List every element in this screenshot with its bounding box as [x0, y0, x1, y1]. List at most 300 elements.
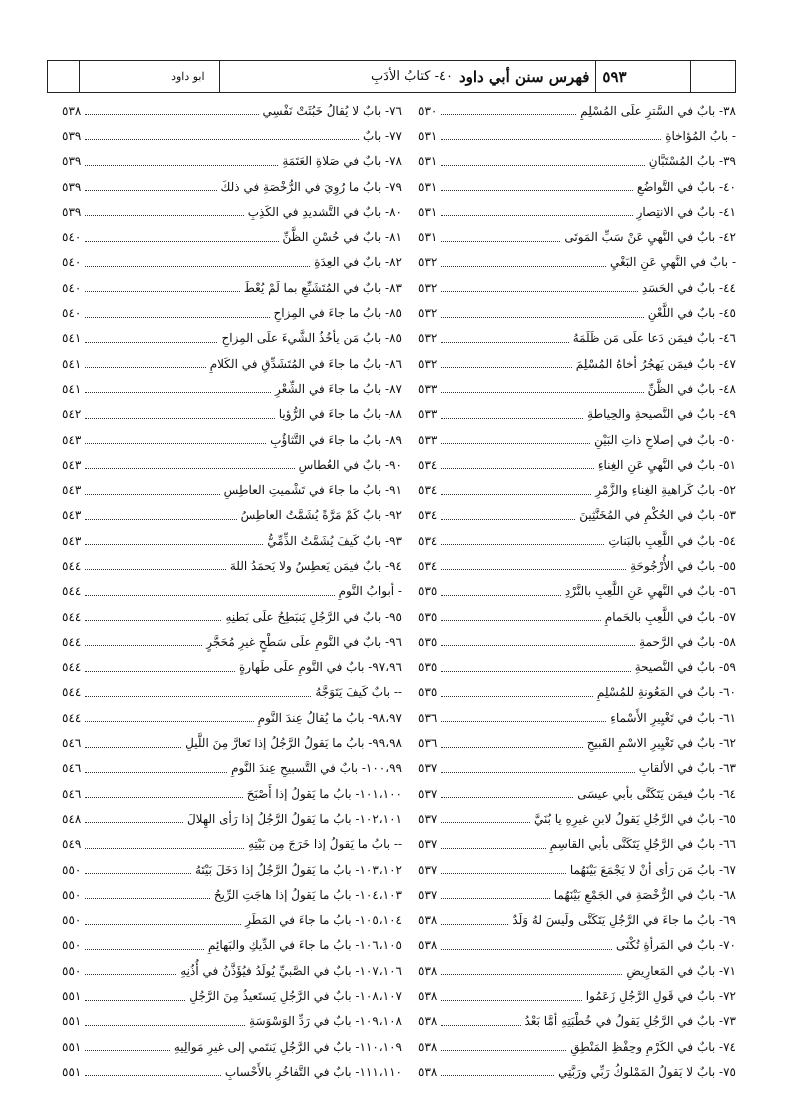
index-entry [418, 553, 736, 578]
leader-dots [85, 721, 253, 722]
leader-dots [85, 418, 274, 419]
index-entry [418, 123, 736, 148]
leader-dots [441, 772, 634, 773]
entry-title: ٨٩- بابُ ما جاءَ في التَّثاؤُبِ [270, 432, 402, 447]
entry-title: ٦٠- بابٌ في المَعُونةِ للمُسْلِمِ [596, 685, 736, 700]
leader-dots [85, 1025, 245, 1026]
index-entry [418, 477, 736, 502]
entry-page-number: ٥٥٠ [62, 938, 82, 953]
index-entry [418, 1009, 736, 1034]
leader-dots [85, 848, 244, 849]
entry-page-number: ٥٥٠ [62, 887, 82, 902]
entry-title: ١٠٨،١٠٧- بابٌ في الرَّجُلِ يَستَعيذُ مِنَ الرَّجُلِ [189, 989, 402, 1004]
entry-title: -- بابُ ما يَقولُ إذا خَرَجَ مِن بَيْتِهِ [248, 837, 402, 852]
entry-page-number: ٥٤٦ [62, 786, 82, 801]
entry-title: ٥٠- بابٌ في إصلاحِ ذاتِ البَيْنِ [594, 432, 736, 447]
entry-title: ٤٥- بابٌ في اللَّعْنِ [647, 306, 736, 321]
index-entry [418, 1059, 736, 1084]
entry-page-number: ٥٣٨ [418, 989, 438, 1004]
index-entry [62, 300, 402, 325]
entry-title: ١٠٢،١٠١- بابُ ما يَقولُ الرَّجُلُ إذا رَأى الهِلالَ [186, 811, 402, 826]
leader-dots [441, 974, 622, 975]
leader-dots [85, 317, 269, 318]
entry-page-number: ٥٤٤ [62, 634, 82, 649]
entry-page-number: ٥٣٣ [418, 381, 438, 396]
entry-page-number: ٥٤٤ [62, 609, 82, 624]
leader-dots [441, 190, 633, 191]
leader-dots [85, 468, 294, 469]
entry-page-number: ٥٤٦ [62, 761, 82, 776]
leader-dots [441, 696, 593, 697]
index-entry [62, 351, 402, 376]
entry-title: ٨٨- بابُ ما جاءَ في الرُّؤيا [278, 407, 402, 422]
leader-dots [85, 392, 271, 393]
index-entry [62, 983, 402, 1008]
entry-title: ٧٣- بابٌ في الرَّجُلِ يَقولُ في خُطْبَتِهِ أمَّا بَعْدُ [524, 1014, 736, 1029]
leader-dots [85, 772, 227, 773]
entry-title: ٨٠- بابٌ في التَّشديدِ في الكَذِبِ [247, 204, 402, 219]
index-entry [62, 553, 402, 578]
leader-dots [441, 797, 573, 798]
entry-page-number: ٥٤٩ [62, 837, 82, 852]
entry-page-number: ٥٣٤ [418, 483, 438, 498]
index-entry [418, 579, 736, 604]
leader-dots [441, 1050, 566, 1051]
entry-title: ١٠٦،١٠٥- بابُ ما جاءَ في الدِّيكِ والبَهائِمِ [208, 938, 402, 953]
entry-page-number: ٥٤٤ [62, 685, 82, 700]
entry-title: ١٠١،١٠٠- بابُ ما يَقولُ إذا أَصْبَحَ [246, 786, 402, 801]
index-entry [62, 98, 402, 123]
leader-dots [85, 519, 236, 520]
leader-dots [85, 443, 266, 444]
leader-dots [85, 873, 191, 874]
entry-title: ٥٦- بابٌ في النَّهيِ عَنِ اللَّعِبِ بالنَّرْدِ [564, 584, 736, 599]
leader-dots [85, 671, 235, 672]
entry-page-number: ٥٣٧ [418, 887, 438, 902]
index-entry [62, 680, 402, 705]
index-entry [418, 933, 736, 958]
index-entry [418, 528, 736, 553]
entry-page-number: ٥٤٠ [62, 230, 82, 245]
leader-dots [441, 569, 626, 570]
leader-dots [85, 924, 241, 925]
entry-page-number: ٥٣٦ [418, 710, 438, 725]
header-cell-empty-right [691, 61, 735, 92]
entry-page-number: ٥٣٨ [418, 1039, 438, 1054]
entry-page-number: ٥٣٨ [418, 1064, 438, 1079]
leader-dots [441, 266, 606, 267]
index-entry [418, 199, 736, 224]
leader-dots [441, 392, 643, 393]
leader-dots [441, 139, 661, 140]
entry-title: ٦٩- بابُ ما جاءَ في الرَّجُلِ يَتَكَنَّى ولَيسَ لهُ وَلَدٌ [512, 913, 736, 928]
index-entry [62, 477, 402, 502]
entry-page-number: ٥٣١ [418, 128, 438, 143]
entry-title: ١٠٤،١٠٣- بابُ ما يَقولُ إذا هاجَتِ الرِّيحُ [213, 887, 402, 902]
header-title-main: فهرس سنن أبي داود [458, 67, 590, 86]
entry-title: ٦٨- بابٌ في الرُّخْصَةِ في الجَمْعِ بَيْنَهُما [553, 887, 736, 902]
entry-title: ٨٥- بابُ ما جاءَ في المِزاحِ [273, 306, 402, 321]
entry-title: - أبوابُ النَّومِ [338, 584, 402, 599]
leader-dots [441, 418, 583, 419]
index-entry [62, 250, 402, 275]
entry-title: ٣٨- بابٌ في السَّترِ علَى المُسْلِمِ [580, 103, 736, 118]
header-title-sub: ٤٠- كتابُ الأدَبِ [370, 69, 453, 84]
index-entry [62, 629, 402, 654]
index-entry [62, 427, 402, 452]
entry-page-number: ٥٤٢ [62, 407, 82, 422]
entry-page-number: ٥٤٤ [62, 558, 82, 573]
entry-page-number: ٥٣٤ [418, 508, 438, 523]
index-entry [418, 503, 736, 528]
entry-title: ١١٠،١٠٩- بابٌ في الرَّجُلِ يَنتَمي إلى غيرِ مَوالِيهِ [173, 1039, 402, 1054]
leader-dots [85, 139, 359, 140]
entry-title: ٥٧- بابٌ في اللَّعِبِ بالحَمامِ [604, 609, 736, 624]
leader-dots [85, 898, 210, 899]
index-entry [62, 806, 402, 831]
leader-dots [441, 443, 590, 444]
index-entry [418, 832, 736, 857]
entry-title: ٩٧،٩٦- بابٌ في النَّومِ علَى طَهارةٍ [238, 660, 402, 675]
entry-title: ٧٨- بابٌ في صَلاةِ العَتَمَةِ [282, 154, 402, 169]
index-entry [418, 402, 736, 427]
entry-page-number: ٥٣٤ [418, 533, 438, 548]
entry-page-number: ٥٣٣ [418, 407, 438, 422]
entry-page-number: ٥٤٣ [62, 508, 82, 523]
index-entry [62, 275, 402, 300]
index-entry [418, 98, 736, 123]
index-entry [418, 680, 736, 705]
index-entry [418, 250, 736, 275]
index-entry [62, 655, 402, 680]
leader-dots [441, 1000, 581, 1001]
leader-dots [441, 620, 600, 621]
entry-title: ٧٠- بابٌ في المَرأةِ تُكْنَى [616, 938, 736, 953]
entry-page-number: ٥٣٦ [418, 736, 438, 751]
entry-title: ٨٣- بابٌ في المُتَشَبِّعِ بما لَمْ يُعْطَ [243, 280, 402, 295]
entry-page-number: ٥٣٥ [418, 634, 438, 649]
leader-dots [85, 190, 216, 191]
entry-title: ١٠٠،٩٩- بابٌ في التَّسبيحِ عِندَ النَّومِ [231, 761, 402, 776]
leader-dots [85, 215, 243, 216]
leader-dots [85, 1075, 220, 1076]
entry-title: -- بابٌ كَيفَ يَتَوَجَّهُ [315, 685, 402, 700]
index-entry [418, 958, 736, 983]
entry-title: ٧٦- بابٌ لا يُقالُ خَبُثَتْ نَفْسِي [262, 103, 402, 118]
entry-title: ٦١- بابٌ في تَغْيِيرِ الأَسْماءِ [610, 710, 736, 725]
entry-title: ٧٢- بابٌ في قَولِ الرَّجُلِ زَعَمُوا [585, 989, 736, 1004]
entry-page-number: ٥٤٨ [62, 811, 82, 826]
leader-dots [85, 1050, 170, 1051]
entry-page-number: ٥٥٠ [62, 913, 82, 928]
index-entry [418, 806, 736, 831]
entry-title: ٩٠- بابٌ في العُطاسِ [298, 457, 402, 472]
entry-page-number: ٥٣٥ [418, 609, 438, 624]
index-entry [418, 427, 736, 452]
entry-title: ٥٥- بابٌ في الأُرْجُوحَةِ [630, 558, 736, 573]
leader-dots [441, 848, 545, 849]
entry-title: ٣٩- بابُ المُسْتَبَّانِ [648, 154, 736, 169]
index-entry [418, 351, 736, 376]
entry-title: ٤٩- بابٌ في النَّصيحةِ والحِياطةِ [587, 407, 736, 422]
index-entry [62, 832, 402, 857]
entry-page-number: ٥٣٥ [418, 660, 438, 675]
index-entry [418, 149, 736, 174]
index-entry [418, 655, 736, 680]
leader-dots [441, 241, 560, 242]
entry-page-number: ٥٣٤ [418, 457, 438, 472]
entry-title: ٧٩- بابُ ما رُوِيَ في الرُّخْصَةِ في ذلكَ [220, 179, 402, 194]
index-entry [62, 452, 402, 477]
leader-dots [441, 114, 576, 115]
entry-page-number: ٥٣٧ [418, 761, 438, 776]
entry-title: ٩٨،٩٧- بابُ ما يُقالُ عِندَ النَّومِ [257, 710, 402, 725]
entry-page-number: ٥٤٤ [62, 584, 82, 599]
entry-page-number: ٥٤٣ [62, 533, 82, 548]
entry-page-number: ٥٣٥ [418, 685, 438, 700]
entry-title: ٤٤- بابٌ في الحَسَدِ [641, 280, 736, 295]
leader-dots [85, 696, 311, 697]
entry-title: ١٠٥،١٠٤- بابُ ما جاءَ في المَطَرِ [245, 913, 402, 928]
leader-dots [85, 266, 310, 267]
entry-page-number: ٥٣٧ [418, 786, 438, 801]
entry-page-number: ٥٣٤ [418, 558, 438, 573]
entry-title: ٨٦- بابُ ما جاءَ في المُتَشَدِّقِ في الكَلامِ [209, 356, 402, 371]
index-entry [418, 857, 736, 882]
index-entry [418, 604, 736, 629]
entry-title: ٨١- بابٌ في حُسْنِ الظَّنِّ [282, 230, 402, 245]
index-entry [418, 983, 736, 1008]
index-entry [62, 857, 402, 882]
leader-dots [441, 949, 612, 950]
leader-dots [85, 114, 258, 115]
leader-dots [441, 165, 644, 166]
index-entry [62, 376, 402, 401]
entry-title: ٤٨- بابٌ في الظَّنِّ [647, 381, 736, 396]
entry-title: ٥١- بابٌ في النَّهيِ عَنِ الغِناءِ [597, 457, 736, 472]
entry-title: ١٠٧،١٠٦- بابٌ في الصَّبيِّ يُولَدُ فيُؤَذَّنُ في أُذُنِهِ [180, 963, 402, 978]
entry-page-number: ٥٣٩ [62, 154, 82, 169]
entry-page-number: ٥٤٠ [62, 255, 82, 270]
entry-page-number: ٥٤٦ [62, 736, 82, 751]
entry-page-number: ٥٣٢ [418, 306, 438, 321]
entry-title: ٥٣- بابٌ في الحُكْمِ في المُخَنَّثِينَ [579, 508, 736, 523]
index-entry [418, 1034, 736, 1059]
entry-title: ٦٤- بابٌ فيمَن يَتَكَنَّى بأبي عيسَى [577, 786, 736, 801]
entry-title: ٥٢- بابُ كَراهيةِ الغِناءِ والزَّمْرِ [595, 483, 736, 498]
entry-title: ٦٧- بابُ مَن رَأى أنْ لا يَجْمَعَ بَيْنَهُما [569, 862, 736, 877]
leader-dots [441, 1075, 554, 1076]
entry-title: ٨٢- بابٌ في العِدَةِ [314, 255, 402, 270]
entry-page-number: ٥٣١ [418, 154, 438, 169]
index-entry [62, 908, 402, 933]
leader-dots [441, 924, 508, 925]
entry-title: ٥٤- بابٌ في اللَّعِبِ بالبَناتِ [608, 533, 736, 548]
leader-dots [441, 342, 568, 343]
entry-title: ٤٢- بابٌ في النَّهيِ عَنْ سَبِّ المَوتَى [564, 230, 736, 245]
leader-dots [85, 165, 278, 166]
leader-dots [441, 822, 530, 823]
index-entry [418, 376, 736, 401]
entry-page-number: ٥٣٧ [418, 811, 438, 826]
leader-dots [441, 595, 561, 596]
entry-title: ٦٦- بابٌ في الرَّجُلِ يَتَكَنَّى بأبي القاسِمِ [549, 837, 736, 852]
leader-dots [441, 544, 604, 545]
entry-title: ٧٤- بابٌ في الكَرْمِ وحِفْظِ المَنْطِقِ [570, 1039, 736, 1054]
entry-title: ١٠٩،١٠٨- بابٌ في رَدِّ الوَسْوَسَةِ [249, 1014, 402, 1029]
entry-title: ٨٧- بابُ ما جاءَ في الشِّعْرِ [275, 381, 402, 396]
leader-dots [85, 1000, 185, 1001]
header-cell-empty-left [48, 61, 80, 92]
entry-page-number: ٥٤٤ [62, 660, 82, 675]
index-entry [418, 452, 736, 477]
entry-page-number: ٥٤٣ [62, 483, 82, 498]
leader-dots [441, 519, 575, 520]
entry-title: ٩٩،٩٨- بابُ ما يَقولُ الرَّجُلُ إذا تَعارَّ مِنَ اللَّيلِ [185, 736, 402, 751]
leader-dots [441, 747, 582, 748]
index-entry [62, 781, 402, 806]
entry-page-number: ٥٣٢ [418, 356, 438, 371]
entry-title: ٦٥- بابٌ في الرَّجُلِ يَقولُ لابنِ غيرِهِ يا بُنَيَّ [533, 811, 736, 826]
entry-page-number: ٥٣٢ [418, 255, 438, 270]
leader-dots [85, 747, 181, 748]
index-entry [418, 300, 736, 325]
index-entry [62, 882, 402, 907]
entry-page-number: ٥٣٥ [418, 584, 438, 599]
leader-dots [441, 291, 637, 292]
index-entry [62, 123, 402, 148]
index-column-left [62, 98, 402, 1078]
index-entry [62, 958, 402, 983]
entry-page-number: ٥٣١ [418, 179, 438, 194]
index-entry [62, 756, 402, 781]
entry-page-number: ٥٤٤ [62, 710, 82, 725]
index-entry [62, 528, 402, 553]
index-entry [62, 604, 402, 629]
index-entry [62, 149, 402, 174]
entry-page-number: ٥٣٩ [62, 179, 82, 194]
entry-title: ١٠٣،١٠٢- بابُ ما يَقولُ الرَّجُلُ إذا دَخَلَ بَيْتَهُ [194, 862, 402, 877]
entry-page-number: ٥٣٨ [418, 963, 438, 978]
entry-title: ٩٦- بابٌ في النَّومِ علَى سَطْحٍ غيرِ مُحَجَّرٍ [206, 634, 402, 649]
entry-title: ٧٧- بابٌ [362, 128, 402, 143]
entry-title: ٤١- بابٌ في الانتِصارِ [636, 204, 736, 219]
index-entry [62, 730, 402, 755]
entry-title: ٤٦- بابٌ فيمَن دَعا علَى مَن ظَلَمَهُ [572, 331, 736, 346]
leader-dots [85, 595, 334, 596]
entry-page-number: ٥٣١ [418, 230, 438, 245]
leader-dots [441, 367, 571, 368]
entry-page-number: ٥٣٢ [418, 280, 438, 295]
header-book-label: ابو داود [80, 61, 220, 92]
entry-title: ٩٢- بابٌ كَمْ مَرَّةً يُشَمَّتُ العاطِسُ [240, 508, 402, 523]
entry-page-number: ٥٤١ [62, 381, 82, 396]
index-entry [418, 705, 736, 730]
leader-dots [441, 645, 635, 646]
index-entry [418, 326, 736, 351]
entry-title: ٤٠- بابٌ في التَّواضُعِ [636, 179, 736, 194]
leader-dots [85, 822, 183, 823]
entry-page-number: ٥٤١ [62, 356, 82, 371]
leader-dots [441, 873, 566, 874]
entry-page-number: ٥٤٣ [62, 457, 82, 472]
leader-dots [441, 898, 549, 899]
entry-title: ٦٢- بابٌ في تَغْيِيرِ الاسْمِ القَبيحِ [586, 736, 736, 751]
leader-dots [85, 620, 221, 621]
index-entry [418, 730, 736, 755]
leader-dots [85, 291, 239, 292]
index-entry [62, 174, 402, 199]
leader-dots [441, 494, 591, 495]
leader-dots [85, 241, 278, 242]
leader-dots [441, 215, 632, 216]
leader-dots [441, 1025, 520, 1026]
leader-dots [441, 468, 593, 469]
index-entry [418, 174, 736, 199]
index-entry [418, 882, 736, 907]
leader-dots [85, 797, 242, 798]
leader-dots [441, 671, 630, 672]
index-entry [418, 629, 736, 654]
entry-page-number: ٥٤١ [62, 331, 82, 346]
index-entry [62, 1034, 402, 1059]
entry-page-number: ٥٣٠ [418, 103, 438, 118]
leader-dots [85, 367, 205, 368]
entry-title: ٨٥- بابُ مَن يأخُذُ الشَّيءَ علَى المِزاحِ [221, 331, 402, 346]
entry-page-number: ٥٣٨ [62, 103, 82, 118]
index-entry [62, 402, 402, 427]
entry-title: ٧٥- بابٌ لا يَقولُ المَمْلوكُ رَبِّي ورَبَّتِي [558, 1064, 736, 1079]
leader-dots [85, 569, 225, 570]
index-entry [418, 224, 736, 249]
leader-dots [85, 342, 217, 343]
entry-page-number: ٥٣٩ [62, 128, 82, 143]
entry-page-number: ٥٣٨ [418, 1014, 438, 1029]
entry-page-number: ٥٣٧ [418, 862, 438, 877]
index-entry [62, 326, 402, 351]
index-entry [418, 275, 736, 300]
entry-page-number: ٥٣٧ [418, 837, 438, 852]
index-column-right [418, 98, 736, 1078]
entry-page-number: ٥٥١ [62, 1039, 82, 1054]
entry-title: ١١١،١١٠- بابٌ في التَّفاخُرِ بالأَحْسابِ [224, 1064, 402, 1079]
entry-page-number: ٥٣١ [418, 204, 438, 219]
entry-title: ٩٥- بابٌ في الرَّجُلِ يَنبَطِحُ علَى بَطنِهِ [225, 609, 402, 624]
entry-page-number: ٥٥١ [62, 989, 82, 1004]
index-entry [62, 705, 402, 730]
entry-page-number: ٥٣٣ [418, 432, 438, 447]
entry-title: ٦٣- بابٌ في الألقابِ [638, 761, 736, 776]
index-entry [62, 1009, 402, 1034]
index-entry [62, 933, 402, 958]
index-entry [62, 503, 402, 528]
entry-page-number: ٥٤٠ [62, 306, 82, 321]
leader-dots [85, 544, 263, 545]
header-title [220, 61, 597, 92]
leader-dots [85, 494, 219, 495]
index-entry [418, 908, 736, 933]
index-entry [62, 579, 402, 604]
entry-title: ٩١- بابُ ما جاءَ في تَشْميتِ العاطِسِ [223, 483, 402, 498]
index-entry [418, 756, 736, 781]
index-entry [418, 781, 736, 806]
entry-page-number: ٥٥١ [62, 1014, 82, 1029]
index-entry [62, 1059, 402, 1084]
page-number: ٥٩٣ [596, 61, 691, 92]
entry-title: ٧١- بابٌ في المَعارِيضِ [626, 963, 736, 978]
leader-dots [85, 645, 202, 646]
entry-page-number: ٥٤٣ [62, 432, 82, 447]
